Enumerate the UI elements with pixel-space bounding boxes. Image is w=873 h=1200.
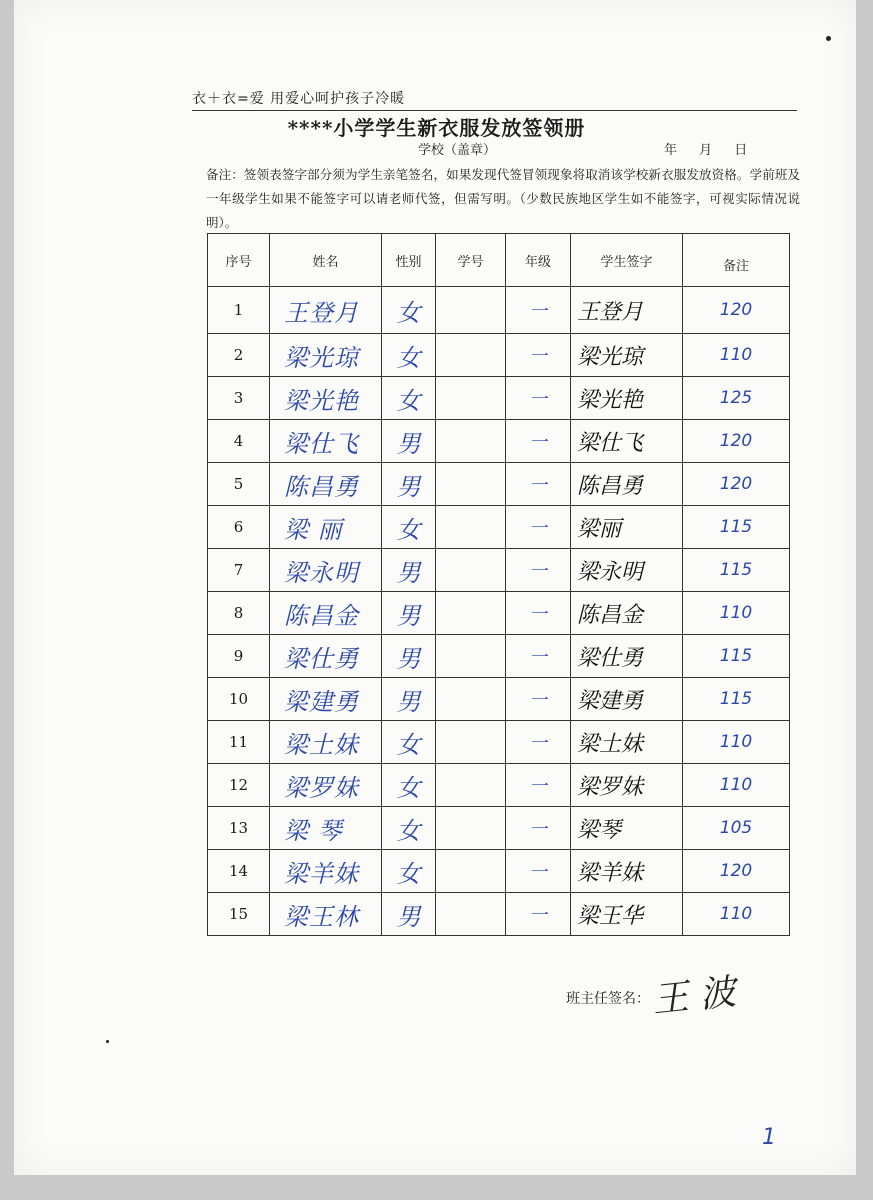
table-row <box>208 721 790 764</box>
col-header-no: 序号 <box>208 234 270 287</box>
student-id <box>436 420 506 463</box>
remark-value: 125 <box>683 377 790 420</box>
student-id <box>436 549 506 592</box>
student-grade: 一 <box>506 463 571 506</box>
student-id <box>436 592 506 635</box>
table-row <box>208 420 790 463</box>
student-signature: 梁王华 <box>571 893 683 936</box>
col-header-remark: 备注 <box>683 234 790 287</box>
row-number: 11 <box>208 721 270 764</box>
row-number: 14 <box>208 850 270 893</box>
student-id <box>436 506 506 549</box>
student-signature: 王登月 <box>571 287 683 334</box>
row-number: 1 <box>208 287 270 334</box>
col-header-student-id: 学号 <box>436 234 506 287</box>
table-row <box>208 287 790 334</box>
row-number: 4 <box>208 420 270 463</box>
student-signature: 梁仕飞 <box>571 420 683 463</box>
school-stamp-label: 学校（盖章） <box>418 143 497 158</box>
student-signature: 陈昌勇 <box>571 463 683 506</box>
row-number: 12 <box>208 764 270 807</box>
student-gender: 女 <box>382 287 436 334</box>
remark-value: 120 <box>683 287 790 334</box>
student-name: 梁永明 <box>270 549 382 592</box>
student-signature: 梁光琼 <box>571 334 683 377</box>
student-id <box>436 377 506 420</box>
student-id <box>436 287 506 334</box>
row-number: 7 <box>208 549 270 592</box>
student-grade: 一 <box>506 807 571 850</box>
student-gender: 男 <box>382 635 436 678</box>
col-header-gender: 性别 <box>382 234 436 287</box>
student-gender: 男 <box>382 678 436 721</box>
row-number: 6 <box>208 506 270 549</box>
form-title: ****小学学生新衣服发放签领册 <box>287 116 586 140</box>
student-signature: 梁丽 <box>571 506 683 549</box>
row-number: 15 <box>208 893 270 936</box>
student-id <box>436 334 506 377</box>
table-row <box>208 463 790 506</box>
student-signature: 梁琴 <box>571 807 683 850</box>
table-row <box>208 678 790 721</box>
scan-speck <box>106 1040 109 1043</box>
col-header-name: 姓名 <box>270 234 382 287</box>
table-header-row <box>208 234 790 287</box>
student-name: 梁 丽 <box>270 506 382 549</box>
table-row <box>208 506 790 549</box>
remark-value: 110 <box>683 592 790 635</box>
student-gender: 男 <box>382 463 436 506</box>
table-row <box>208 635 790 678</box>
table-row <box>208 764 790 807</box>
remark-value: 105 <box>683 807 790 850</box>
student-grade: 一 <box>506 592 571 635</box>
student-name: 梁光艳 <box>270 377 382 420</box>
student-gender: 男 <box>382 592 436 635</box>
student-gender: 女 <box>382 334 436 377</box>
instructions-note: 备注：签领表签字部分须为学生亲笔签名，如果发现代签冒领现象将取消该学校新衣服发放资格。学前班及一年级学生如果不能签字可以请老师代签，但需写明。（少数民族地区学生如不能签字，可视实际情况说明）。 <box>206 167 800 230</box>
teacher-signature-label: 班主任签名： <box>566 991 650 1007</box>
student-gender: 男 <box>382 420 436 463</box>
col-header-signature: 学生签字 <box>571 234 683 287</box>
student-gender: 女 <box>382 377 436 420</box>
remark-value: 115 <box>683 678 790 721</box>
student-name: 梁光琼 <box>270 334 382 377</box>
student-id <box>436 893 506 936</box>
student-gender: 男 <box>382 893 436 936</box>
student-signature: 梁羊妹 <box>571 850 683 893</box>
student-name: 梁王林 <box>270 893 382 936</box>
school-stamp-line <box>418 139 798 158</box>
student-id <box>436 678 506 721</box>
row-number: 13 <box>208 807 270 850</box>
row-number: 2 <box>208 334 270 377</box>
remark-value: 110 <box>683 334 790 377</box>
row-number: 9 <box>208 635 270 678</box>
student-signature: 梁光艳 <box>571 377 683 420</box>
student-grade: 一 <box>506 287 571 334</box>
row-number: 3 <box>208 377 270 420</box>
student-signature: 梁仕勇 <box>571 635 683 678</box>
student-id <box>436 463 506 506</box>
row-number: 10 <box>208 678 270 721</box>
student-name: 梁建勇 <box>270 678 382 721</box>
student-name: 梁仕勇 <box>270 635 382 678</box>
student-grade: 一 <box>506 635 571 678</box>
remark-value: 120 <box>683 463 790 506</box>
student-name: 王登月 <box>270 287 382 334</box>
student-name: 梁土妹 <box>270 721 382 764</box>
student-gender: 女 <box>382 506 436 549</box>
table-row <box>208 592 790 635</box>
student-gender: 女 <box>382 721 436 764</box>
remark-value: 110 <box>683 893 790 936</box>
student-id <box>436 850 506 893</box>
student-grade: 一 <box>506 721 571 764</box>
col-header-grade: 年级 <box>506 234 571 287</box>
student-gender: 女 <box>382 850 436 893</box>
student-gender: 男 <box>382 549 436 592</box>
student-gender: 女 <box>382 764 436 807</box>
student-id <box>436 764 506 807</box>
date-fields: 年 月 日 <box>664 143 748 158</box>
student-grade: 一 <box>506 893 571 936</box>
row-number: 8 <box>208 592 270 635</box>
student-signature: 梁永明 <box>571 549 683 592</box>
student-name: 梁罗妹 <box>270 764 382 807</box>
student-id <box>436 721 506 764</box>
student-gender: 女 <box>382 807 436 850</box>
page-number: 1 <box>762 1125 776 1150</box>
student-signature: 梁建勇 <box>571 678 683 721</box>
student-name: 陈昌金 <box>270 592 382 635</box>
student-grade: 一 <box>506 420 571 463</box>
student-signature: 梁土妹 <box>571 721 683 764</box>
student-grade: 一 <box>506 506 571 549</box>
remark-value: 110 <box>683 721 790 764</box>
student-grade: 一 <box>506 334 571 377</box>
student-signature: 梁罗妹 <box>571 764 683 807</box>
remark-value: 115 <box>683 506 790 549</box>
student-name: 梁羊妹 <box>270 850 382 893</box>
signature-roster-table <box>207 233 790 936</box>
student-id <box>436 635 506 678</box>
student-name: 梁仕飞 <box>270 420 382 463</box>
student-name: 梁 琴 <box>270 807 382 850</box>
remark-value: 115 <box>683 635 790 678</box>
table-row <box>208 850 790 893</box>
student-grade: 一 <box>506 377 571 420</box>
remark-value: 120 <box>683 850 790 893</box>
student-name: 陈昌勇 <box>270 463 382 506</box>
remark-value: 120 <box>683 420 790 463</box>
row-number: 5 <box>208 463 270 506</box>
table-row <box>208 893 790 936</box>
student-signature: 陈昌金 <box>571 592 683 635</box>
scan-speck <box>826 36 831 41</box>
table-row <box>208 377 790 420</box>
student-grade: 一 <box>506 549 571 592</box>
remark-value: 115 <box>683 549 790 592</box>
teacher-signature: 王 波 <box>650 971 738 1022</box>
student-id <box>436 807 506 850</box>
table-row <box>208 334 790 377</box>
student-grade: 一 <box>506 678 571 721</box>
table-row <box>208 549 790 592</box>
remark-value: 110 <box>683 764 790 807</box>
student-grade: 一 <box>506 850 571 893</box>
table-row <box>208 807 790 850</box>
slogan-line: 衣＋衣=爱 用爱心呵护孩子冷暖 <box>192 88 797 111</box>
student-grade: 一 <box>506 764 571 807</box>
